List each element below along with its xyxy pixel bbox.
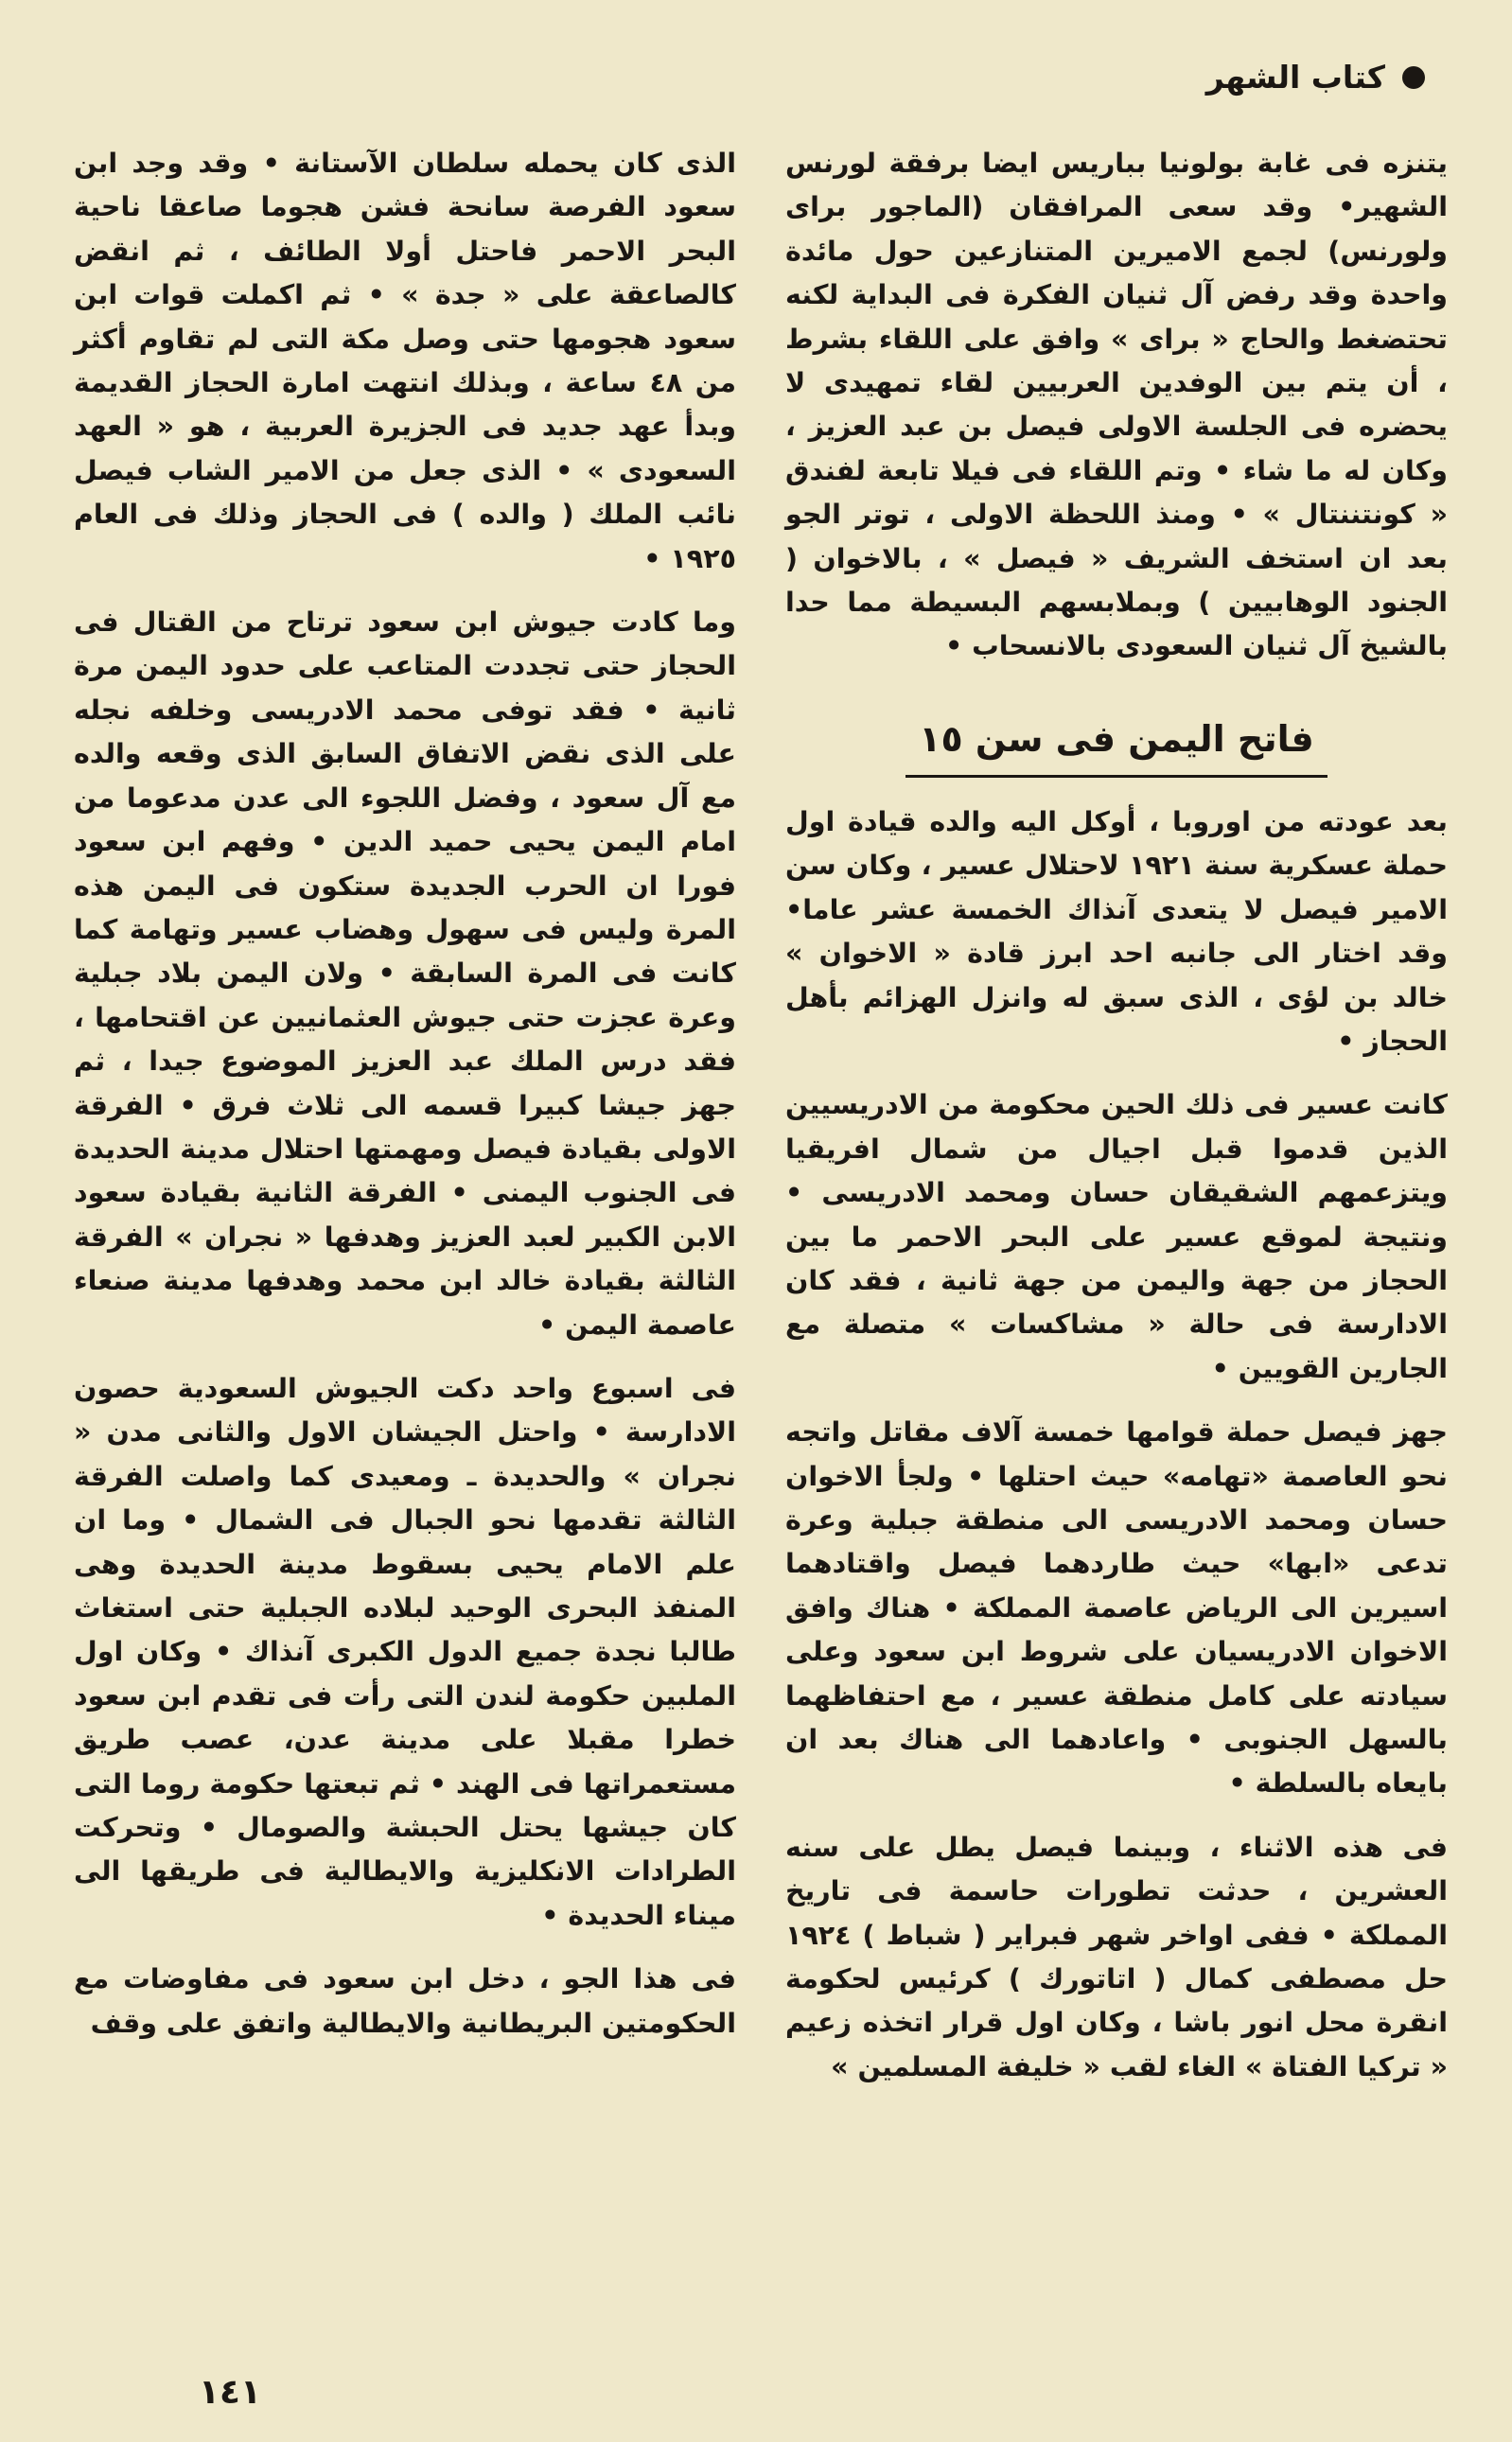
section-heading-text: فاتح اليمن فى سن ١٥ [905, 712, 1327, 778]
paragraph: فى هذه الاثناء ، وبينما فيصل يطل على سنه العشرين ، حدثت تطورات حاسمة فى تاريخ المملكة • ففى اواخر شهر فبراير ( شباط ) ١٩٢٤ حل مصطفى كمال ( اتاتورك ) كرئيس لحكومة انقرة محل انور باشا ، وكان اول قرار اتخذه زعيم « تركيا الفتاة » الغاء لقب « خليفة المسلمين » [785, 1831, 1448, 2082]
page-number: ١٤١ [199, 2373, 261, 2412]
paragraph: فى اسبوع واحد دكت الجيوش السعودية حصون الادارسة • واحتل الجيشان الاول والثانى مدن « نجران » والحديدة ـ ومعيدى كما واصلت الفرقة الثالثة تقدمها نحو الجبال فى الشمال • وما ان علم الامام يحيى بسقوط مدينة الحديدة وهى المنفذ البحرى الوحيد لبلاده الجبلية حتى استغاث طالبا نجدة جميع الدول الكبرى آنذاك • وكان اول الملبين حكومة لندن التى رأت فى تقدم ابن سعود خطرا مقبلا على مدينة عدن، عصب طريق مستعمراتها فى الهند • ثم تبعتها حكومة روما التى كان جيشها يحتل الحبشة والصومال • وتحركت الطرادات الانكليزية والايطالية فى طريقها الى ميناء الحديدة • [74, 1372, 736, 1931]
header-title: كتاب الشهر [1205, 59, 1385, 96]
paragraph: جهز فيصل حملة قوامها خمسة آلاف مقاتل واتجه نحو العاصمة «تهامه» حيث احتلها • ولجأ الاخوان حسان ومحمد الادريسى الى منطقة جبلية وعرة تدعى «ابها» حيث طاردهما فيصل واقتادهما اسيرين الى الرياض عاصمة المملكة • هناك وافق الاخوان الادريسيان على شروط ابن سعود وعلى سيادته على كامل منطقة عسير ، مع احتفاظهما بالسهل الجنوبى • واعادهما الى هناك بعد ان بايعاه بالسلطة • [785, 1416, 1448, 1800]
paragraph: فى هذا الجو ، دخل ابن سعود فى مفاوضات مع الحكومتين البريطانية والايطالية واتفق على وقف [74, 1963, 736, 2039]
left-column [74, 142, 736, 2065]
bullet-icon [1402, 66, 1425, 89]
paragraph: بعد عودته من اوروبا ، أوكل اليه والده قيادة اول حملة عسكرية سنة ١٩٢١ لاحتلال عسير ، وكان سن الامير فيصل لا يتعدى آنذاك الخمسة عشر عاما• وقد اختار الى جانبه احد ابرز قادة « الاخوان » خالد بن لؤى ، الذى سبق له وانزل الهزائم بأهل الحجاز • [785, 805, 1448, 1057]
paragraph: وما كادت جيوش ابن سعود ترتاح من القتال فى الحجاز حتى تجددت المتاعب على حدود اليمن مرة ثانية • فقد توفى محمد الادريسى وخلفه نجله على الذى نقض الاتفاق السابق الذى وقعه والده مع آل سعود ، وفضل اللجوء الى عدن مدعوما من امام اليمن يحيى حميد الدين • وفهم ابن سعود فورا ان الحرب الجديدة ستكون فى اليمن هذه المرة وليس فى سهول وهضاب عسير وتهامة كما كانت فى المرة السابقة • ولان اليمن بلاد جبلية وعرة عجزت حتى جيوش العثمانيين عن اقتحامها ، فقد درس الملك عبد العزيز الموضوع جيدا ، ثم جهز جيشا كبيرا قسمه الى ثلاث فرق • الفرقة الاولى بقيادة فيصل ومهمتها احتلال مدينة الحديدة فى الجنوب اليمنى • الفرقة الثانية بقيادة سعود الابن الكبير لعبد العزيز وهدفها « نجران » الفرقة الثالثة بقيادة خالد ابن محمد وهدفها مدينة صنعاء عاصمة اليمن • [74, 606, 736, 1341]
paragraph: الذى كان يحمله سلطان الآستانة • وقد وجد ابن سعود الفرصة سانحة فشن هجوما صاعقا ناحية البحر الاحمر فاحتل أولا الطائف ، ثم انقض كالصاعقة على « جدة » • ثم اكملت قوات ابن سعود هجومها حتى وصل مكة التى لم تقاوم أكثر من ٤٨ ساعة ، وبذلك انتهت امارة الحجاز القديمة وبدأ عهد جديد فى الجزيرة العربية ، هو « العهد السعودى » • الذى جعل من الامير الشاب فيصل نائب الملك ( والده ) فى الحجاز وذلك فى العام ١٩٢٥ • [74, 148, 737, 574]
paragraph: كانت عسير فى ذلك الحين محكومة من الادريسيين الذين قدموا قبل اجيال من شمال افريقيا ويتزعمهم الشقيقان حسان ومحمد الادريسى • ونتيجة لموقع عسير على البحر الاحمر ما بين الحجاز من جهة واليمن من جهة ثانية ، فقد كان الادارسة فى حالة « مشاكسات » متصلة مع الجارين القويين • [785, 1089, 1448, 1384]
section-heading [785, 712, 1448, 778]
right-column [785, 142, 1448, 2109]
paragraph: يتنزه فى غابة بولونيا بباريس ايضا برفقة لورنس الشهير• وقد سعى المرافقان (الماجور براى ولورنس) لجمع الاميرين المتنازعين حول مائدة واحدة وقد رفض آل ثنيان الفكرة فى البداية لكنه تحتضغط والحاج « براى » وافق على اللقاء بشرط ، أن يتم بين الوفدين العربيين لقاء تمهيدى لا يحضره فى الجلسة الاولى فيصل بن عبد العزيز ، وكان له ما شاء • وتم اللقاء فى فيلا تابعة لفندق « كونتننتال » • ومنذ اللحظة الاولى ، توتر الجو بعد ان استخف الشريف « فيصل » ، بالاخوان ( الجنود الوهابيين ) وبملابسهم البسيطة مما حدا بالشيخ آل ثنيان السعودى بالانسحاب • [785, 148, 1448, 662]
running-header [1206, 59, 1425, 96]
